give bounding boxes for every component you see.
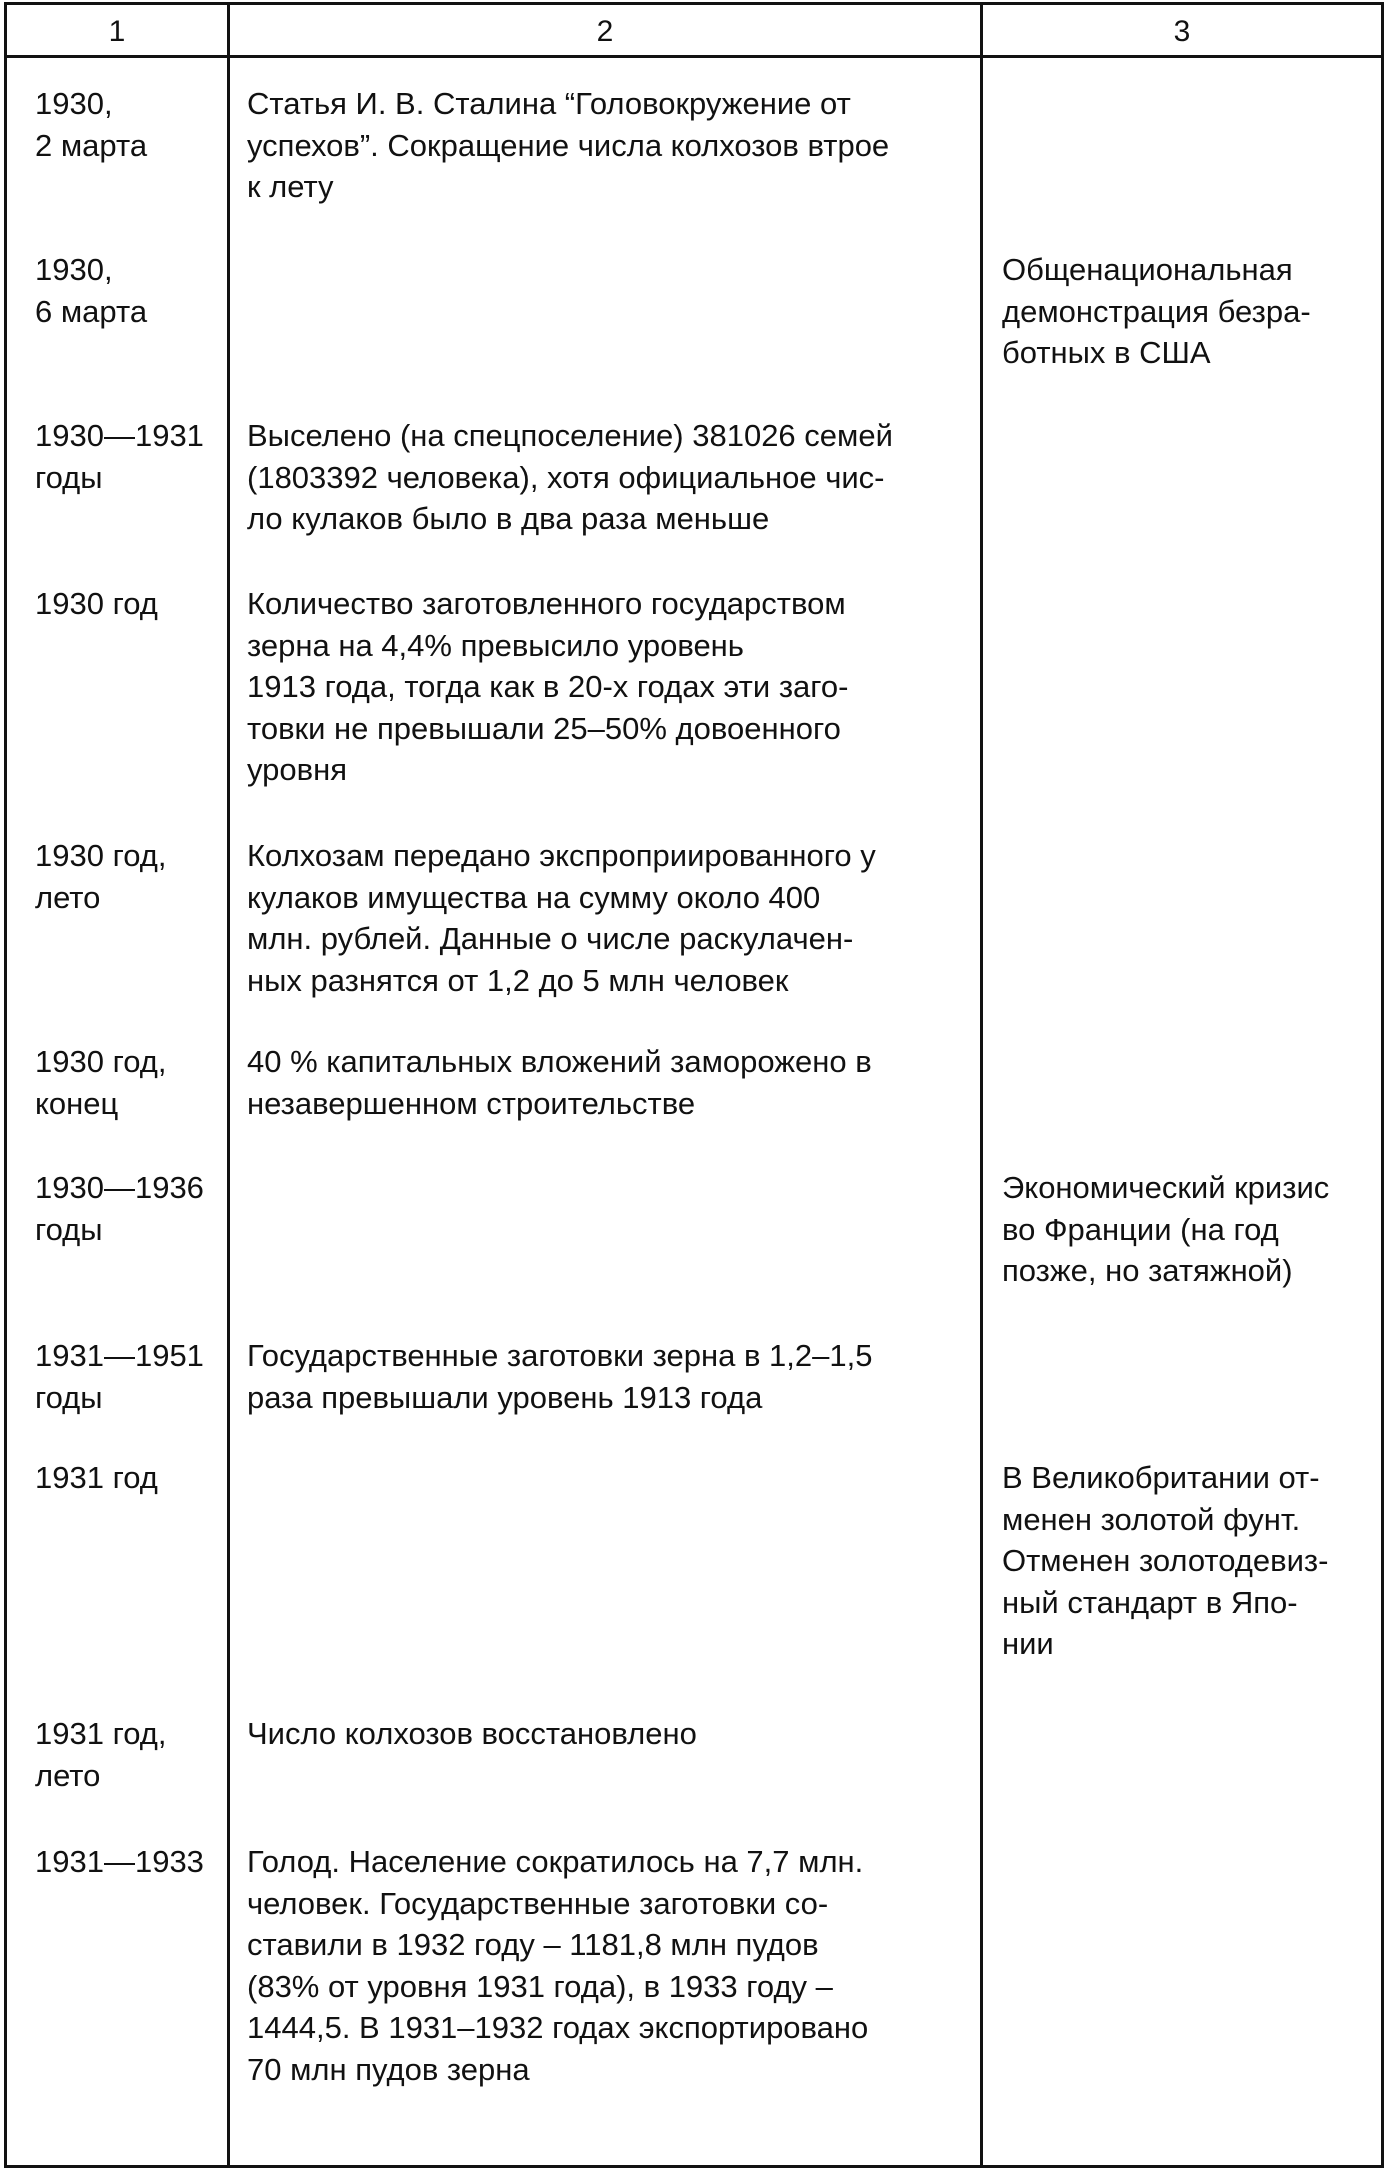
row-event-line: зерна на 4,4% превысило уровень (247, 627, 744, 663)
row-date-line: 6 марта (35, 293, 148, 329)
row-date-line: 1930 год, (35, 1044, 167, 1079)
row-date (35, 1167, 204, 1250)
row-event (247, 835, 957, 1001)
row-world-event (1002, 1167, 1372, 1292)
row-world-event-line: Отменен золотодевиз- (1002, 1543, 1329, 1578)
chronology-table (4, 2, 1384, 2168)
row-date-line: 1931—1951 (35, 1338, 204, 1373)
row-date (35, 415, 204, 498)
row-event-line: раза превышали уровень 1913 года (247, 1379, 763, 1415)
row-date (35, 1335, 204, 1418)
row-world-event-line: во Франции (на год (1002, 1211, 1279, 1247)
row-date (35, 249, 147, 332)
row-event-line: товки не превышали 25–50% довоенного (247, 710, 841, 746)
row-event-line: 40 % капитальных вложений заморожено в (247, 1044, 872, 1079)
row-world-event-line: демонстрация безра- (1002, 293, 1311, 329)
row-world-event-line: менен золотой фунт. (1002, 1501, 1301, 1537)
row-event-line: незавершенном строительстве (247, 1085, 696, 1121)
row-event-line: (1803392 человека), хотя официальное чис- (247, 459, 885, 495)
row-date-line: годы (35, 1379, 103, 1415)
row-event-line: Колхозам передано экспроприированного у (247, 838, 876, 873)
row-date (35, 583, 158, 625)
row-event-line: Число колхозов восстановлено (247, 1716, 697, 1751)
row-date-line: лето (35, 1757, 101, 1793)
row-date-line: годы (35, 459, 103, 495)
row-event-line: уровня (247, 752, 348, 787)
row-event-line: Статья И. В. Сталина “Головокружение от (247, 86, 851, 121)
row-event-line: 70 млн пудов зерна (247, 2051, 530, 2087)
row-date-line: конец (35, 1085, 119, 1121)
row-world-event-line: нии (1002, 1626, 1054, 1661)
column-divider-2 (980, 5, 983, 2165)
row-date-line: 1931—1933 (35, 1844, 204, 1879)
row-date (35, 1713, 166, 1796)
row-event (247, 583, 957, 791)
row-world-event (1002, 1457, 1372, 1665)
row-date (35, 1041, 166, 1124)
row-event-line: успехов”. Сокращение числа колхозов втрое (247, 127, 890, 163)
row-date (35, 835, 166, 918)
row-world-event-line: Общенациональная (1002, 252, 1293, 287)
row-event (247, 1841, 957, 2090)
row-event-line: Количество заготовленного государством (247, 586, 846, 621)
row-event-line: ставили в 1932 году – 1181,8 млн пудов (247, 1927, 819, 1962)
header-col-2: 2 (596, 15, 614, 48)
row-date-line: 1930—1931 (35, 418, 204, 453)
header-divider (7, 55, 1381, 58)
row-world-event-line: Экономический кризис (1002, 1170, 1330, 1205)
row-date-line: 2 марта (35, 127, 148, 163)
row-event-line: к лету (247, 169, 334, 204)
row-date-line: 1930 год (35, 586, 158, 621)
row-date-line: 1930—1936 (35, 1170, 204, 1205)
row-event-line: млн. рублей. Данные о числе раскулачен- (247, 921, 854, 956)
row-date-line: 1930 год, (35, 838, 167, 873)
row-event-line: 1913 года, тогда как в 20-х годах эти заго- (247, 669, 849, 704)
row-event-line: Государственные заготовки зерна в 1,2–1,5 (247, 1338, 873, 1373)
row-date (35, 1457, 158, 1499)
row-event (247, 1713, 957, 1755)
row-event-line: Выселено (на спецпоселение) 381026 семей (247, 418, 893, 453)
row-event-line: ных разнятся от 1,2 до 5 млн человек (247, 962, 789, 998)
row-world-event-line: ный стандарт в Япо- (1002, 1584, 1298, 1620)
row-event-line: (83% от уровня 1931 года), в 1933 году – (247, 1968, 833, 2004)
row-world-event (1002, 249, 1372, 374)
row-event-line: человек. Государственные заготовки со- (247, 1885, 829, 1921)
row-date (35, 1841, 204, 1883)
row-date-line: 1930, (35, 86, 113, 121)
row-event-line: ло кулаков было в два раза меньше (247, 501, 770, 536)
row-world-event-line: В Великобритании от- (1002, 1460, 1320, 1495)
row-date-line: 1931 год (35, 1460, 158, 1495)
header-col-3: 3 (1173, 15, 1191, 48)
row-event-line: кулаков имущества на сумму около 400 (247, 879, 821, 915)
column-divider-1 (227, 5, 230, 2165)
row-date-line: 1930, (35, 252, 113, 287)
row-date-line: 1931 год, (35, 1716, 167, 1751)
row-world-event-line: ботных в США (1002, 335, 1211, 370)
row-event (247, 83, 957, 208)
row-event-line: 1444,5. В 1931–1932 годах экспортировано (247, 2010, 869, 2045)
row-event (247, 1041, 957, 1124)
row-event-line: Голод. Население сократилось на 7,7 млн. (247, 1844, 864, 1879)
row-event (247, 415, 957, 540)
row-date-line: лето (35, 879, 101, 915)
row-date (35, 83, 147, 166)
header-col-1: 1 (108, 15, 126, 48)
row-date-line: годы (35, 1211, 103, 1247)
row-world-event-line: позже, но затяжной) (1002, 1253, 1293, 1288)
row-event (247, 1335, 957, 1418)
